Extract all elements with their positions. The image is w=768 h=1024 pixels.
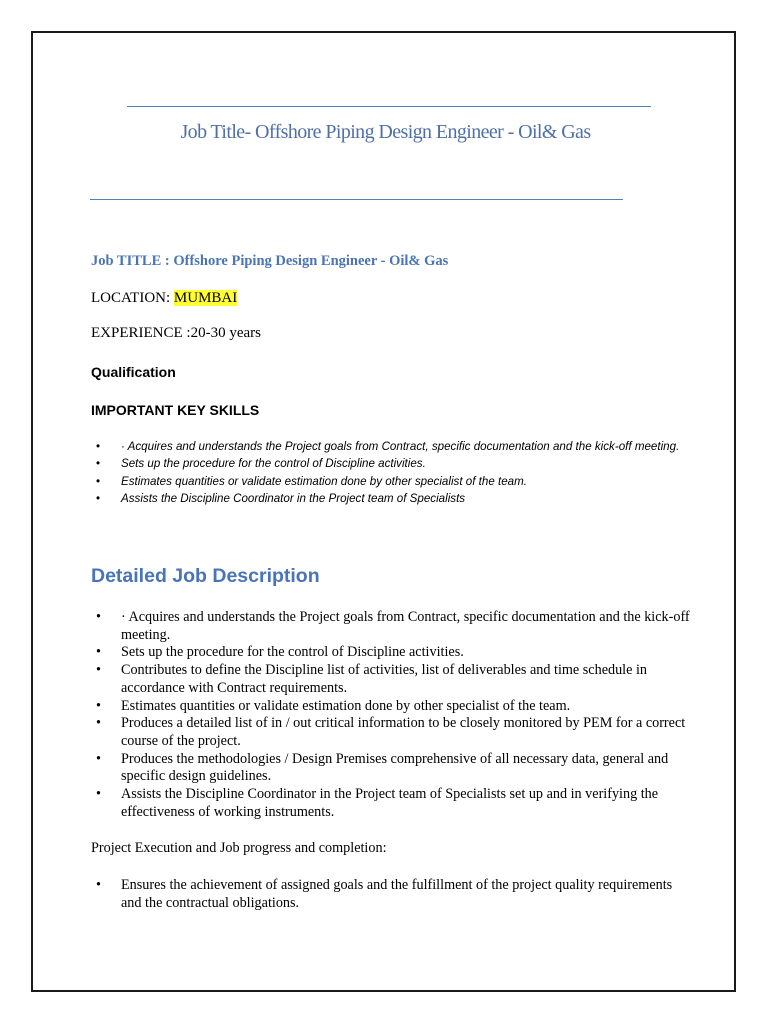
document-page bbox=[31, 31, 736, 992]
list-item: • Estimates quantities or validate estimation done by other specialist of the team. bbox=[96, 697, 571, 714]
list-item: • · Acquires and understands the Project goals from Contract, specific documentation and the kick-off meeting. bbox=[96, 440, 680, 453]
description-list bbox=[96, 609, 696, 821]
list-item: • Sets up the procedure for the control of Discipline activities. bbox=[96, 644, 464, 661]
list-item: • Produces a detailed list of in / out critical information to be closely monitored by PEM for a correct course of the project. bbox=[96, 715, 686, 749]
list-item: • Assists the Discipline Coordinator in the Project team of Specialists bbox=[96, 491, 466, 505]
qualification-heading: Qualification bbox=[91, 364, 176, 380]
location-label: LOCATION: bbox=[91, 290, 171, 306]
location-line bbox=[91, 290, 237, 307]
execution-list bbox=[96, 877, 696, 912]
description-heading: Detailed Job Description bbox=[91, 565, 320, 587]
execution-intro: Project Execution and Job progress and completion: bbox=[91, 840, 387, 856]
list-item: • Ensures the achievement of assigned goals and the fulfillment of the project quality requirements and the contractual obligations. bbox=[96, 877, 673, 911]
location-value: MUMBAI bbox=[173, 290, 238, 306]
document-title: Job Title- Offshore Piping Design Engineer - Oil& Gas bbox=[180, 121, 591, 143]
title-bottom-rule bbox=[90, 199, 623, 200]
list-item: • Assists the Discipline Coordinator in the Project team of Specialists set up and in verifying the effectiveness of working instruments. bbox=[96, 786, 659, 820]
list-item: • · Acquires and understands the Project goals from Contract, specific documentation and the kick-off meeting. bbox=[96, 609, 690, 643]
key-skills-heading: IMPORTANT KEY SKILLS bbox=[91, 402, 260, 418]
experience-line: EXPERIENCE :20-30 years bbox=[91, 325, 261, 341]
key-skills-list bbox=[96, 438, 696, 507]
list-item: • Contributes to define the Discipline list of activities, list of deliverables and time schedule in accordance with Contract requirements. bbox=[96, 662, 647, 696]
title-top-rule bbox=[127, 106, 651, 107]
list-item: • Estimates quantities or validate estimation done by other specialist of the team. bbox=[96, 474, 527, 488]
job-title-line: Job TITLE : Offshore Piping Design Engineer - Oil& Gas bbox=[91, 253, 449, 269]
list-item: • Produces the methodologies / Design Premises comprehensive of all necessary data, general and specific design guidelines. bbox=[96, 750, 669, 785]
list-item: • Sets up the procedure for the control of Discipline activities. bbox=[96, 457, 426, 471]
